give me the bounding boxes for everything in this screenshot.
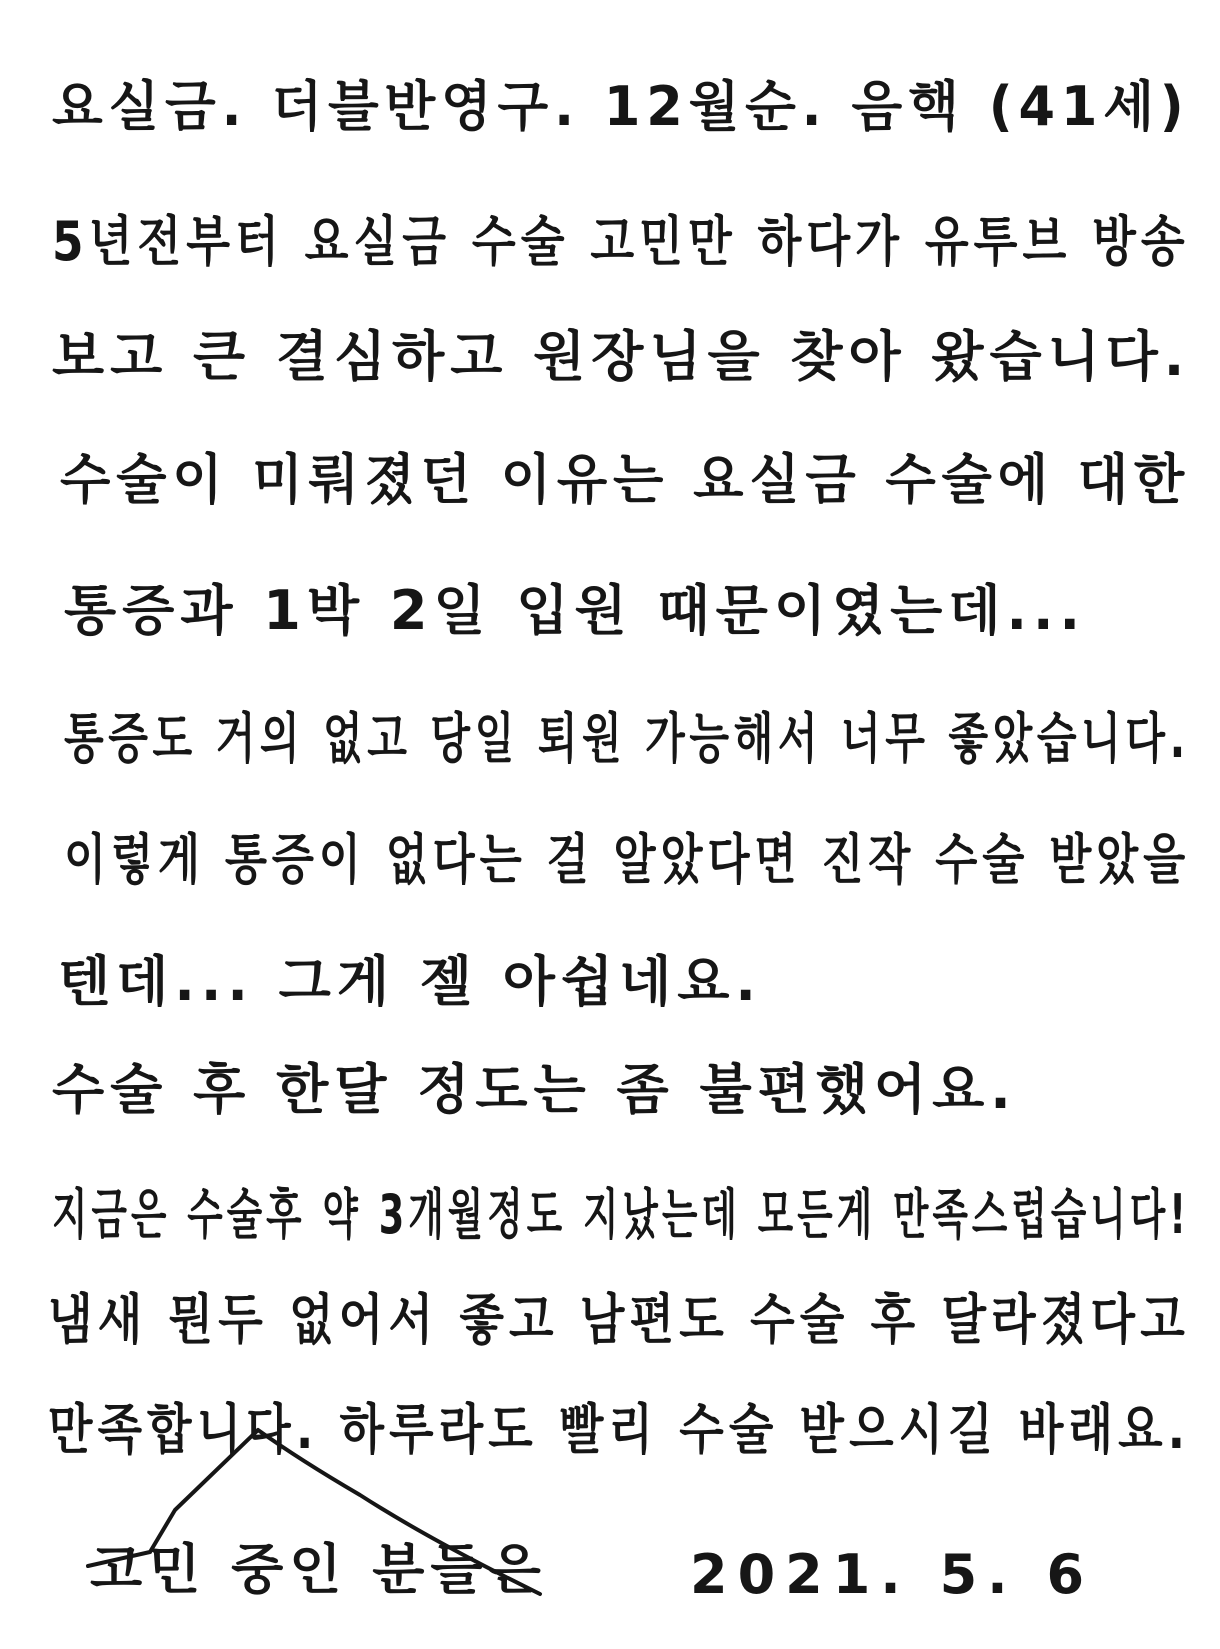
letter-line: 지금은 수술후 약 3개월정도 지났는데 모든게 만족스럽습니다! — [52, 1183, 1191, 1246]
letter-line: 보고 큰 결심하고 원장님을 찾아 왔습니다. — [52, 325, 1191, 388]
letter-line-header: 요실금. 더블반영구. 12월순. 음핵 (41세) — [52, 75, 1190, 138]
letter-line: 만족합니다. 하루라도 빨리 수술 받으시길 바래요. — [48, 1398, 1191, 1461]
letter-line: 수술이 미뤄졌던 이유는 요실금 수술에 대한 — [60, 448, 1190, 511]
letter-line: 수술 후 한달 정도는 좀 불편했어요. — [52, 1058, 1017, 1121]
signature-text: 고민 중인 분들은 — [90, 1538, 547, 1601]
letter-line: 이렇게 통증이 없다는 걸 알았다면 진작 수술 받았을 — [64, 828, 1191, 891]
letter-line: 통증도 거의 없고 당일 퇴원 가능해서 너무 좋았습니다. — [64, 707, 1190, 770]
letter-line: 냄새 뭔두 없어서 좋고 남편도 수술 후 달라졌다고 — [48, 1288, 1190, 1351]
letter-date: 2021. 5. 6 — [690, 1543, 1095, 1606]
letter-line: 통증과 1박 2일 입원 때문이였는데... — [64, 579, 1087, 642]
letter-line: 텐데... 그게 젤 아쉽네요. — [58, 950, 762, 1013]
letter-line: 5년전부터 요실금 수술 고민만 하다가 유투브 방송 — [52, 210, 1190, 273]
